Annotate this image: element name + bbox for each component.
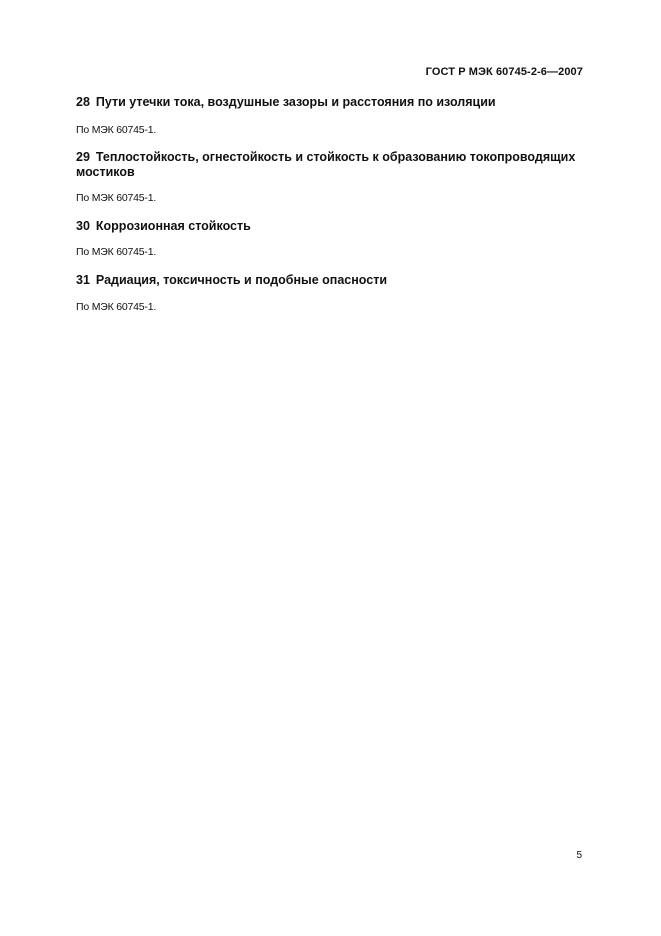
section-heading (76, 219, 596, 234)
section-body: По МЭК 60745-1. (76, 301, 157, 313)
section-body: По МЭК 60745-1. (76, 124, 157, 136)
section-28 (76, 95, 596, 137)
section-number: 29 (76, 150, 90, 164)
section-number: 30 (76, 219, 90, 233)
section-title: Коррозионная стойкость (95, 219, 251, 233)
section-heading (76, 150, 596, 180)
section-title: Пути утечки тока, воздушные зазоры и расстояния по изоляции (95, 95, 496, 109)
section-31 (76, 273, 596, 314)
section-title: Теплостойкость, огнестойкость и стойкость к образованию токопроводящих мостиков (76, 150, 576, 179)
section-title: Радиация, токсичность и подобные опасности (95, 273, 388, 287)
section-30 (76, 219, 596, 259)
section-number: 28 (76, 95, 90, 109)
section-29 (76, 150, 596, 205)
section-body: По МЭК 60745-1. (76, 192, 157, 204)
document-header-id: ГОСТ Р МЭК 60745-2-6—2007 (425, 66, 583, 78)
section-heading (76, 273, 596, 288)
section-heading (76, 95, 596, 110)
section-body: По МЭК 60745-1. (76, 246, 157, 258)
section-number: 31 (76, 273, 90, 287)
page-number: 5 (576, 850, 582, 861)
